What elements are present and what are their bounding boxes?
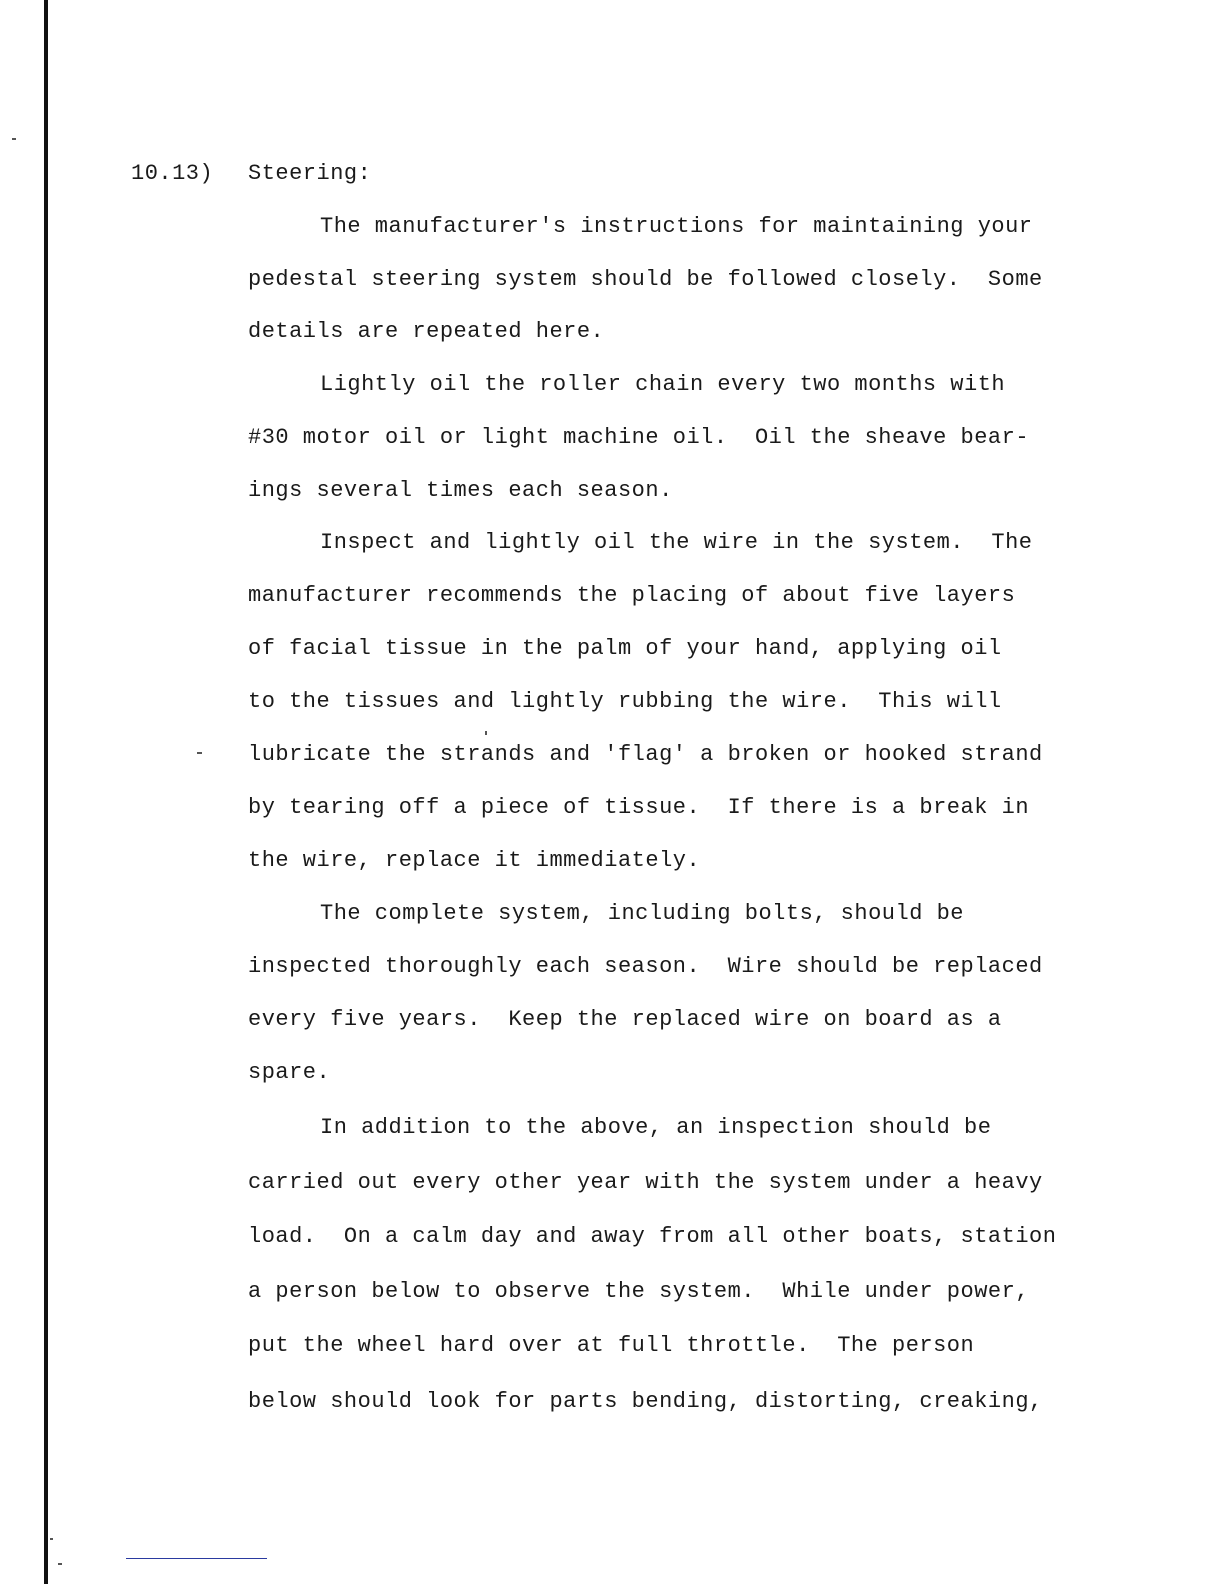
body-line: every five years. Keep the replaced wire on board as a (248, 1007, 1002, 1032)
body-line: put the wheel hard over at full throttle. The person (248, 1333, 975, 1358)
scan-speck (50, 1538, 53, 1540)
body-line: below should look for parts bending, distorting, creaking, (248, 1389, 1043, 1414)
scan-speck (485, 731, 487, 735)
body-line: load. On a calm day and away from all other boats, station (248, 1224, 1057, 1249)
body-line: a person below to observe the system. While under power, (248, 1279, 1030, 1304)
body-line: In addition to the above, an inspection should be (320, 1115, 992, 1140)
footnote-rule (126, 1558, 267, 1559)
body-line: Inspect and lightly oil the wire in the system. The (320, 530, 1033, 555)
body-line: The manufacturer's instructions for maintaining your (320, 214, 1033, 239)
binding-edge-line (44, 0, 48, 1584)
body-line: details are repeated here. (248, 319, 605, 344)
body-line: manufacturer recommends the placing of about five layers (248, 583, 1016, 608)
section-number: 10.13) (131, 161, 214, 186)
body-line: ings several times each season. (248, 478, 673, 503)
scan-speck (12, 138, 16, 140)
body-line: Lightly oil the roller chain every two months with (320, 372, 1006, 397)
body-line: The complete system, including bolts, should be (320, 901, 965, 926)
body-line: to the tissues and lightly rubbing the wire. This will (248, 689, 1002, 714)
body-line: inspected thoroughly each season. Wire should be replaced (248, 954, 1043, 979)
body-line: #30 motor oil or light machine oil. Oil the sheave bear- (248, 425, 1030, 450)
body-line: lubricate the strands and 'flag' a broken or hooked strand (248, 742, 1043, 767)
body-line: carried out every other year with the system under a heavy (248, 1170, 1043, 1195)
body-line: pedestal steering system should be followed closely. Some (248, 267, 1043, 292)
scan-speck (197, 752, 202, 754)
body-line: by tearing off a piece of tissue. If there is a break in (248, 795, 1030, 820)
scan-speck (58, 1563, 62, 1565)
body-line: of facial tissue in the palm of your hand, applying oil (248, 636, 1002, 661)
body-line: the wire, replace it immediately. (248, 848, 701, 873)
body-line: spare. (248, 1060, 331, 1085)
section-heading: Steering: (248, 161, 372, 186)
